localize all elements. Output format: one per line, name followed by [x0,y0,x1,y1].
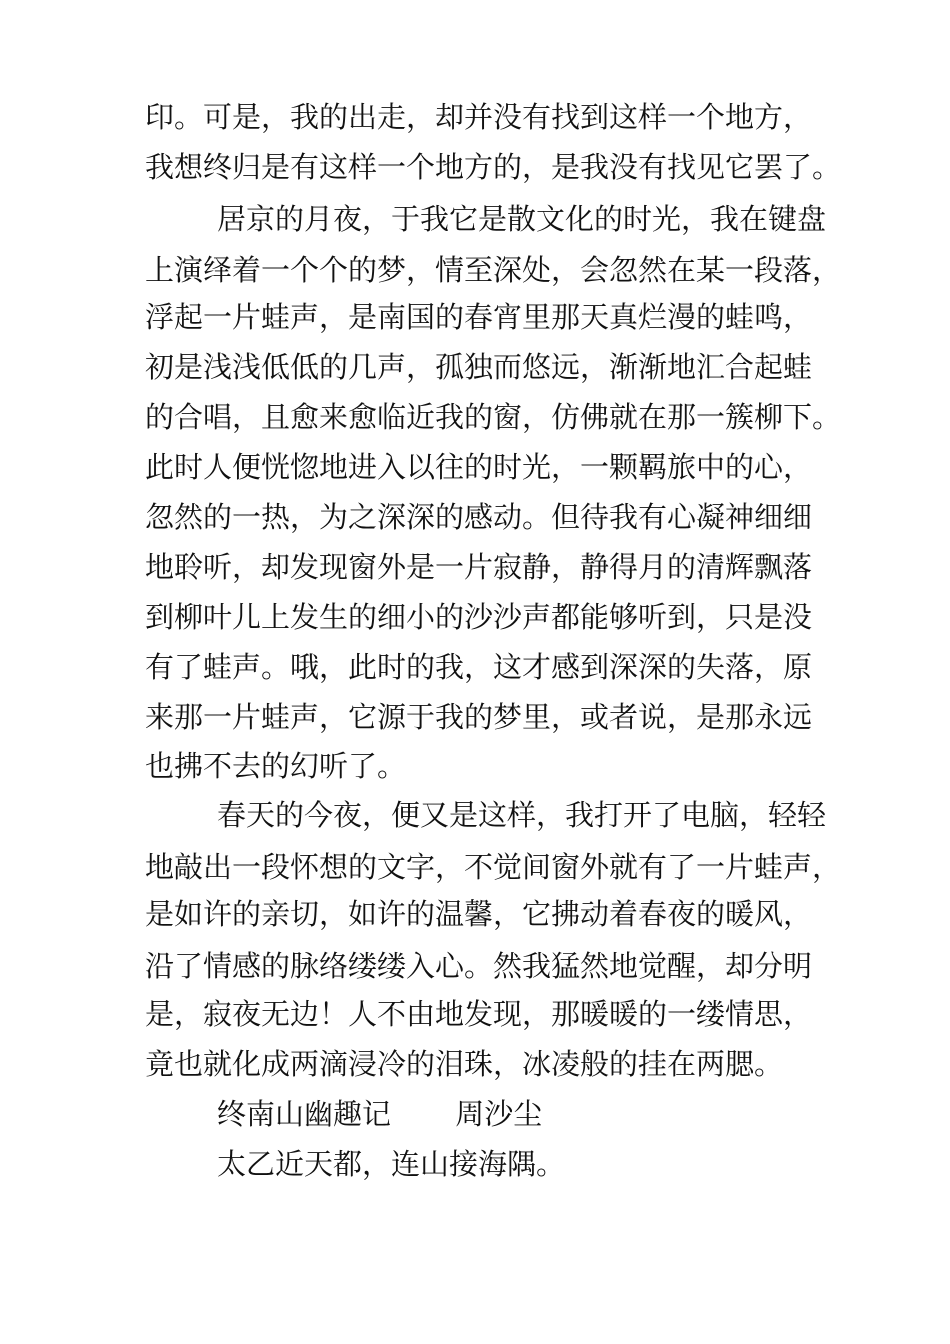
text-line: 此时人便恍惚地进入以往的时光，一颗羁旅中的心， [145,450,813,484]
text-line: 的合唱，且愈来愈临近我的窗，仿佛就在那一簇柳下。 [145,400,842,434]
text-line: 是如许的亲切，如许的温馨，它拂动着春夜的暖风， [145,897,813,931]
text-line: 来那一片蛙声，它源于我的梦里，或者说，是那永远 [145,700,813,734]
paragraph-start-line: 春天的今夜，便又是这样，我打开了电脑，轻轻 [217,798,827,832]
text-line: 沿了情感的脉络缕缕入心。然我猛然地觉醒，却分明 [145,949,813,983]
text-line: 我想终归是有这样一个地方的，是我没有找见它罢了。 [145,150,842,184]
section-title-row [217,1094,542,1134]
text-line: 是，寂夜无边！人不由地发现，那暖暖的一缕情思， [145,997,813,1031]
text-line: 有了蛙声。哦，此时的我，这才感到深深的失落，原 [145,650,813,684]
poem-first-line: 太乙近天都，连山接海隅。 [217,1147,566,1181]
text-line: 也拂不去的幻听了。 [145,749,407,783]
paragraph-start-line: 居京的月夜，于我它是散文化的时光，我在键盘 [217,202,827,236]
text-line: 地敲出一段怀想的文字，不觉间窗外就有了一片蛙声， [145,850,842,884]
text-line: 到柳叶儿上发生的细小的沙沙声都能够听到，只是没 [145,600,813,634]
text-line: 印。可是，我的出走，却并没有找到这样一个地方， [145,100,813,134]
section-author: 周沙尘 [455,1097,543,1131]
text-line: 初是浅浅低低的几声，孤独而悠远，渐渐地汇合起蛙 [145,350,813,384]
text-line: 上演绎着一个个的梦，情至深处，会忽然在某一段落， [145,253,842,287]
section-title: 终南山幽趣记 [217,1097,392,1131]
text-line: 忽然的一热，为之深深的感动。但待我有心凝神细细 [145,500,813,534]
text-line: 浮起一片蛙声，是南国的春宵里那天真烂漫的蛙鸣， [145,300,813,334]
text-line: 竟也就化成两滴浸冷的泪珠，冰凌般的挂在两腮。 [145,1047,784,1081]
text-line: 地聆听，却发现窗外是一片寂静，静得月的清辉飘落 [145,550,813,584]
